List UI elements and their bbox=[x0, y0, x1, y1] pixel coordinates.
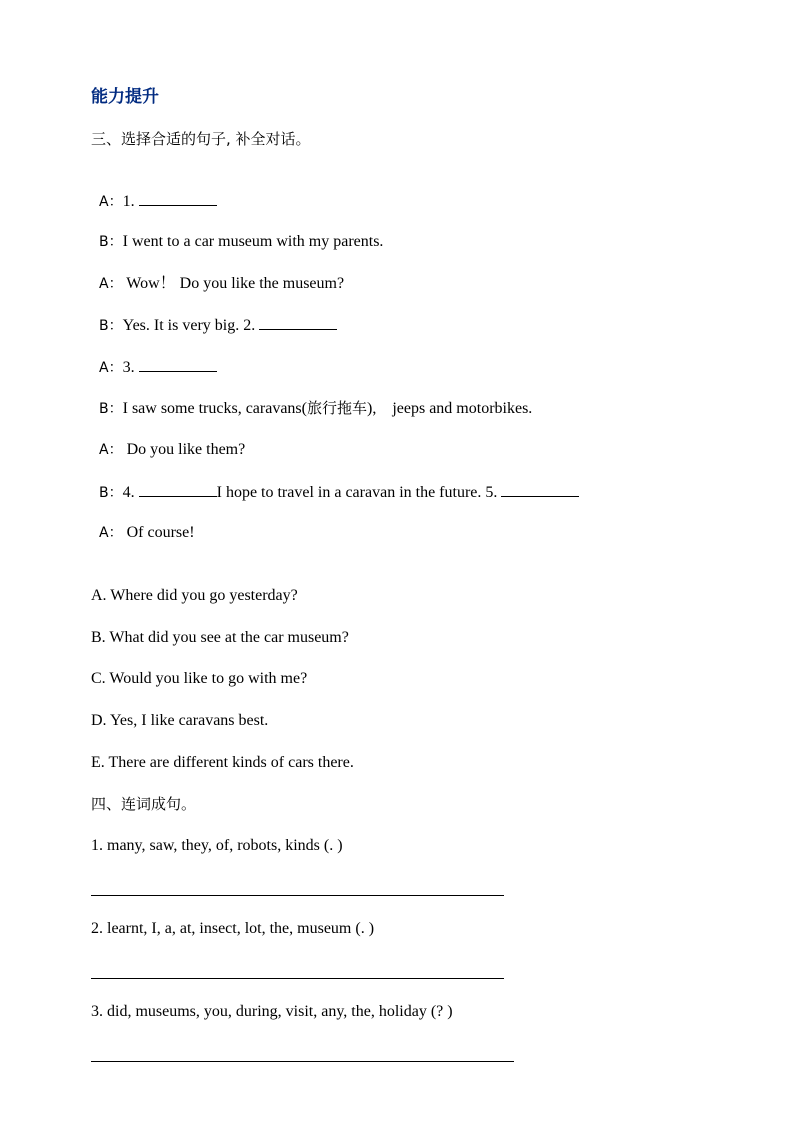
speaker-label: B： bbox=[99, 318, 123, 334]
dialogue-text: 4. bbox=[122, 484, 139, 501]
dialogue-text: Yes. It is very big. 2. bbox=[122, 317, 260, 334]
dialogue-text: 1. bbox=[122, 193, 139, 210]
sentence-prompt-1: 1. many, saw, they, of, robots, kinds (. ) bbox=[91, 837, 343, 854]
section-instruction: 三、选择合适的句子, 补全对话。 bbox=[91, 130, 311, 148]
dialogue-line-2 bbox=[91, 212, 383, 252]
dialogue-text: I saw some trucks, caravans( bbox=[122, 400, 307, 417]
dialogue-line-1 bbox=[91, 171, 217, 212]
speaker-label: A： bbox=[99, 360, 123, 376]
answer-blank[interactable] bbox=[139, 191, 217, 206]
answer-blank[interactable] bbox=[259, 315, 337, 330]
dialogue-text: Do you like them? bbox=[122, 441, 246, 458]
dialogue-line-8 bbox=[91, 462, 579, 503]
dialogue-line-6 bbox=[91, 378, 532, 419]
dialogue-text-mid: I hope to travel in a caravan in the future. 5. bbox=[216, 484, 502, 501]
sentence-prompt-3: 3. did, museums, you, during, visit, any, the, holiday (? ) bbox=[91, 1003, 453, 1020]
speaker-label: A： bbox=[99, 276, 123, 292]
speaker-label: B： bbox=[99, 401, 123, 417]
dialogue-text: 3. bbox=[122, 359, 139, 376]
option-d: D. Yes, I like caravans best. bbox=[91, 712, 269, 729]
speaker-label: B： bbox=[99, 485, 123, 501]
option-e: E. There are different kinds of cars there. bbox=[91, 754, 354, 771]
dialogue-text: Wow！ Do you like the museum? bbox=[122, 275, 345, 292]
dialogue-line-3 bbox=[91, 254, 344, 294]
dialogue-text: Of course! bbox=[122, 524, 195, 541]
option-a: A. Where did you go yesterday? bbox=[91, 587, 298, 604]
speaker-label: A： bbox=[99, 194, 123, 210]
dialogue-text: I went to a car museum with my parents. bbox=[122, 233, 384, 250]
speaker-label: A： bbox=[99, 525, 123, 541]
dialogue-text-end: ), jeeps and motorbikes. bbox=[367, 400, 533, 417]
section-heading: 能力提升 bbox=[91, 87, 159, 107]
answer-blank[interactable] bbox=[139, 357, 217, 372]
option-b: B. What did you see at the car museum? bbox=[91, 629, 349, 646]
answer-line-2[interactable] bbox=[91, 978, 504, 979]
answer-blank[interactable] bbox=[501, 482, 579, 497]
dialogue-line-7 bbox=[91, 420, 245, 460]
dialogue-line-9 bbox=[91, 503, 195, 543]
speaker-label: B： bbox=[99, 234, 123, 250]
sentence-prompt-2: 2. learnt, I, a, at, insect, lot, the, museum (. ) bbox=[91, 920, 375, 937]
speaker-label: A： bbox=[99, 442, 123, 458]
answer-line-3[interactable] bbox=[91, 1061, 514, 1062]
dialogue-line-5 bbox=[91, 337, 217, 378]
answer-line-1[interactable] bbox=[91, 895, 504, 896]
section-instruction-2: 四、连词成句。 bbox=[91, 795, 197, 813]
answer-blank[interactable] bbox=[139, 482, 217, 497]
option-c: C. Would you like to go with me? bbox=[91, 670, 308, 687]
dialogue-line-4 bbox=[91, 295, 337, 336]
dialogue-chinese-gloss: 旅行拖车 bbox=[306, 399, 367, 417]
